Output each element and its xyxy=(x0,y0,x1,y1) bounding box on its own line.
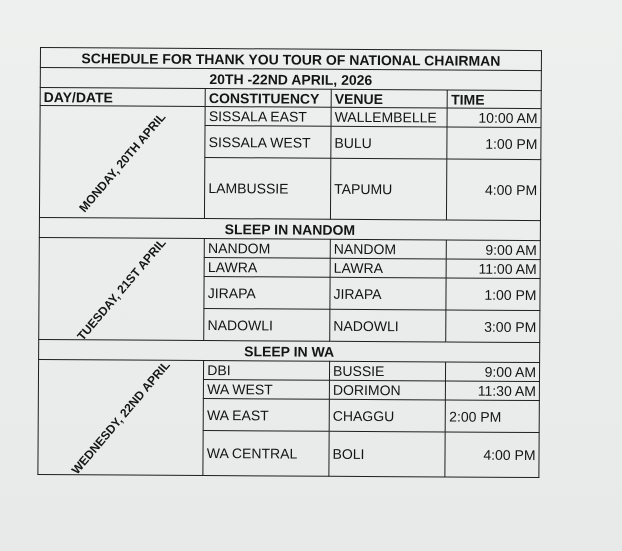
venue-cell: CHAGGU xyxy=(329,399,446,432)
constituency-cell: WA EAST xyxy=(203,399,329,432)
constituency-cell: LAMBUSSIE xyxy=(205,158,331,220)
time-cell: 1:00 PM xyxy=(447,127,541,160)
sleep-note: SLEEP IN NANDOM xyxy=(39,217,540,240)
venue-cell: JIRAPA xyxy=(330,277,447,310)
constituency-cell: NANDOM xyxy=(204,239,330,259)
venue-cell: LAWRA xyxy=(330,258,447,278)
venue-cell: TAPUMU xyxy=(330,158,447,220)
constituency-cell: DBI xyxy=(204,361,330,381)
constituency-cell: WA WEST xyxy=(204,380,330,400)
constituency-cell: LAWRA xyxy=(204,258,330,278)
day-label: WEDNESDY, 22ND APRIL xyxy=(68,358,173,477)
header-constituency: CONSTITUENCY xyxy=(205,89,331,108)
day-label: TUESDAY, 21ST APRIL xyxy=(74,235,169,343)
schedule-dates: 20TH -22ND APRIL, 2026 xyxy=(40,68,541,91)
table-row xyxy=(39,237,540,259)
table-row xyxy=(40,106,541,128)
header-day: DAY/DATE xyxy=(40,88,205,107)
schedule-title: SCHEDULE FOR THANK YOU TOUR OF NATIONAL CHAIRMAN xyxy=(40,48,541,71)
day-label: MONDAY, 20TH APRIL xyxy=(76,109,169,215)
time-cell: 4:00 PM xyxy=(445,432,539,478)
time-cell: 2:00 PM xyxy=(446,400,540,433)
sleep-note: SLEEP IN WA xyxy=(39,339,540,362)
time-cell: 4:00 PM xyxy=(447,159,541,221)
venue-cell: BOLI xyxy=(329,431,446,477)
day-cell-monday xyxy=(39,106,205,219)
header-venue: VENUE xyxy=(331,89,448,108)
venue-cell: DORIMON xyxy=(329,380,446,400)
table-row xyxy=(38,359,539,381)
constituency-cell: JIRAPA xyxy=(204,277,330,310)
time-cell: 1:00 PM xyxy=(446,278,540,311)
constituency-cell: NADOWLI xyxy=(204,309,330,342)
constituency-cell: SISSALA EAST xyxy=(205,107,331,127)
venue-cell: NANDOM xyxy=(330,239,447,259)
constituency-cell: WA CENTRAL xyxy=(203,431,329,477)
constituency-cell: SISSALA WEST xyxy=(205,126,331,159)
time-cell: 9:00 AM xyxy=(446,362,540,382)
day-cell-wednesday xyxy=(38,359,204,475)
time-cell: 11:30 AM xyxy=(446,381,540,401)
schedule-table xyxy=(37,47,542,478)
header-time: TIME xyxy=(448,90,542,109)
time-cell: 9:00 AM xyxy=(447,240,541,260)
venue-cell: WALLEMBELLE xyxy=(331,107,448,127)
time-cell: 3:00 PM xyxy=(446,310,540,343)
time-cell: 11:00 AM xyxy=(447,259,541,279)
day-cell-tuesday xyxy=(39,235,205,343)
venue-cell: NADOWLI xyxy=(330,309,447,342)
venue-cell: BUSSIE xyxy=(330,361,447,381)
venue-cell: BULU xyxy=(331,126,448,159)
time-cell: 10:00 AM xyxy=(447,108,541,128)
